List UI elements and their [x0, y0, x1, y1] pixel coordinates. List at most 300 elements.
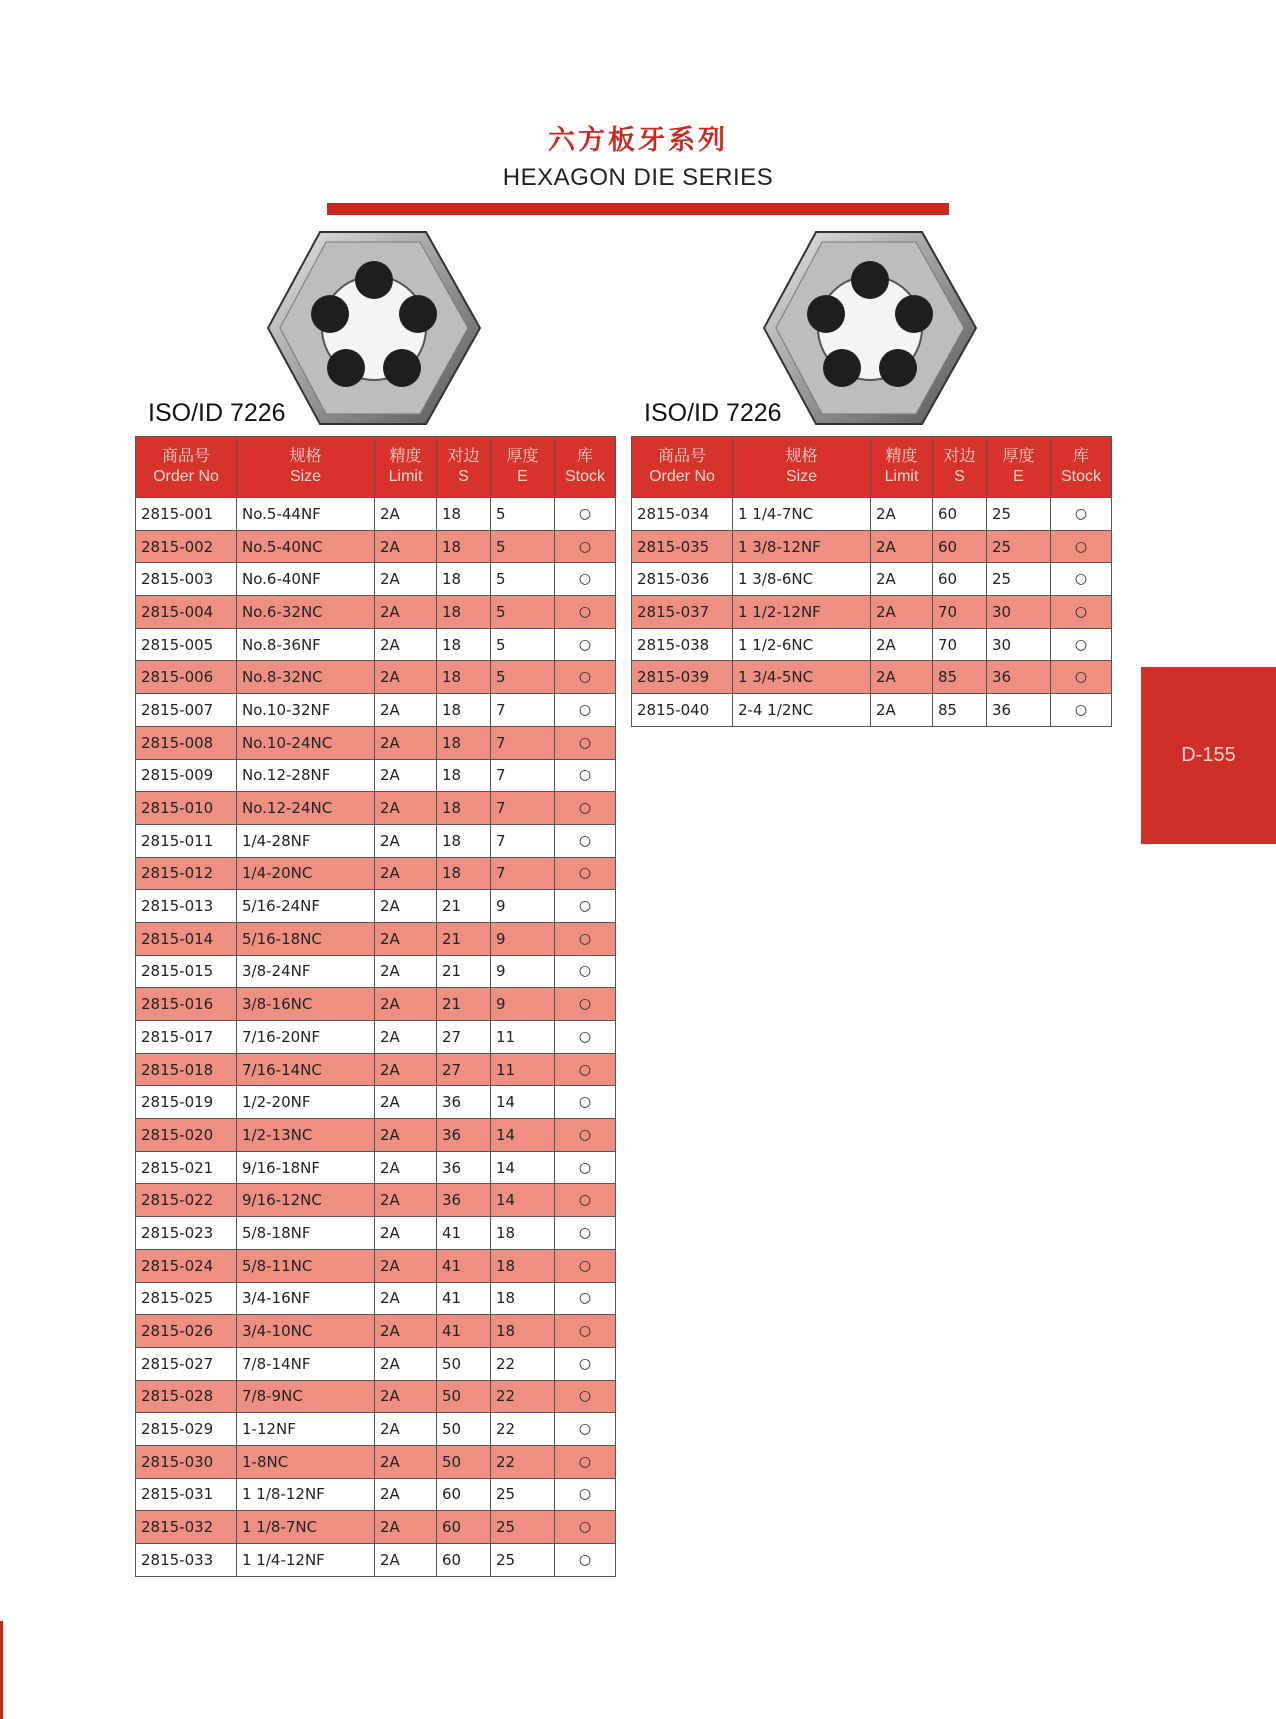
- table-row: [632, 596, 1112, 629]
- order-no-cell: 2815-024: [136, 1249, 237, 1282]
- s-cell: 60: [437, 1511, 491, 1544]
- s-cell: 41: [437, 1249, 491, 1282]
- table-row: [136, 628, 616, 661]
- table-row: [136, 661, 616, 694]
- table-row: [136, 1282, 616, 1315]
- stock-cell: ○: [555, 857, 616, 890]
- col-s: 对边 S: [933, 437, 987, 498]
- e-cell: 18: [491, 1315, 555, 1348]
- limit-cell: 2A: [375, 563, 437, 596]
- e-cell: 25: [491, 1544, 555, 1577]
- table-row: [136, 890, 616, 923]
- order-no-cell: 2815-011: [136, 824, 237, 857]
- size-cell: No.8-36NF: [237, 628, 375, 661]
- e-cell: 36: [987, 661, 1051, 694]
- stock-cell: ○: [555, 1478, 616, 1511]
- limit-cell: 2A: [871, 694, 933, 727]
- e-cell: 25: [987, 563, 1051, 596]
- table-row: [136, 530, 616, 563]
- s-cell: 18: [437, 628, 491, 661]
- limit-cell: 2A: [375, 1119, 437, 1152]
- stock-cell: ○: [555, 955, 616, 988]
- stock-cell: ○: [1051, 628, 1112, 661]
- limit-cell: 2A: [375, 890, 437, 923]
- size-cell: 1 1/4-7NC: [733, 498, 871, 531]
- order-no-cell: 2815-013: [136, 890, 237, 923]
- table-row: [136, 1151, 616, 1184]
- table-row: [136, 1086, 616, 1119]
- stock-cell: ○: [555, 1413, 616, 1446]
- table-row: [136, 1184, 616, 1217]
- table-row: [136, 922, 616, 955]
- s-cell: 50: [437, 1413, 491, 1446]
- stock-cell: ○: [555, 1249, 616, 1282]
- e-cell: 7: [491, 759, 555, 792]
- s-cell: 27: [437, 1053, 491, 1086]
- s-cell: 50: [437, 1347, 491, 1380]
- stock-cell: ○: [555, 759, 616, 792]
- s-cell: 21: [437, 988, 491, 1021]
- order-no-cell: 2815-022: [136, 1184, 237, 1217]
- size-cell: 1/2-20NF: [237, 1086, 375, 1119]
- s-cell: 36: [437, 1119, 491, 1152]
- order-no-cell: 2815-025: [136, 1282, 237, 1315]
- stock-cell: ○: [1051, 530, 1112, 563]
- size-cell: 1/4-20NC: [237, 857, 375, 890]
- table-row: [136, 1347, 616, 1380]
- e-cell: 11: [491, 1053, 555, 1086]
- order-no-cell: 2815-026: [136, 1315, 237, 1348]
- limit-cell: 2A: [375, 1249, 437, 1282]
- s-cell: 18: [437, 563, 491, 596]
- stock-cell: ○: [555, 1347, 616, 1380]
- table-row: [136, 1315, 616, 1348]
- order-no-cell: 2815-027: [136, 1347, 237, 1380]
- hexagon-die-image-left: [266, 228, 482, 428]
- table-row: [136, 1217, 616, 1250]
- table-row: [136, 792, 616, 825]
- s-cell: 60: [437, 1478, 491, 1511]
- order-no-cell: 2815-010: [136, 792, 237, 825]
- size-cell: 7/8-14NF: [237, 1347, 375, 1380]
- size-cell: 7/16-20NF: [237, 1021, 375, 1054]
- s-cell: 27: [437, 1021, 491, 1054]
- size-cell: 1/2-13NC: [237, 1119, 375, 1152]
- order-no-cell: 2815-018: [136, 1053, 237, 1086]
- limit-cell: 2A: [375, 1151, 437, 1184]
- stock-cell: ○: [555, 1086, 616, 1119]
- table-row: [632, 661, 1112, 694]
- stock-cell: ○: [555, 726, 616, 759]
- s-cell: 18: [437, 530, 491, 563]
- stock-cell: ○: [555, 1151, 616, 1184]
- s-cell: 85: [933, 661, 987, 694]
- s-cell: 21: [437, 922, 491, 955]
- e-cell: 14: [491, 1184, 555, 1217]
- stock-cell: ○: [555, 1053, 616, 1086]
- s-cell: 18: [437, 857, 491, 890]
- e-cell: 25: [491, 1511, 555, 1544]
- col-stock: 库 Stock: [1051, 437, 1112, 498]
- limit-cell: 2A: [375, 661, 437, 694]
- standard-label-right: ISO/ID 7226: [644, 399, 782, 427]
- order-no-cell: 2815-009: [136, 759, 237, 792]
- table-header-row: [632, 437, 1112, 498]
- e-cell: 30: [987, 628, 1051, 661]
- limit-cell: 2A: [375, 922, 437, 955]
- size-cell: 3/4-10NC: [237, 1315, 375, 1348]
- size-cell: 3/8-16NC: [237, 988, 375, 1021]
- limit-cell: 2A: [375, 1445, 437, 1478]
- size-cell: 1 1/8-12NF: [237, 1478, 375, 1511]
- size-cell: No.12-28NF: [237, 759, 375, 792]
- e-cell: 36: [987, 694, 1051, 727]
- e-cell: 5: [491, 596, 555, 629]
- limit-cell: 2A: [375, 955, 437, 988]
- s-cell: 36: [437, 1086, 491, 1119]
- table-row: [632, 498, 1112, 531]
- size-cell: 1 3/4-5NC: [733, 661, 871, 694]
- table-header-row: [136, 437, 616, 498]
- s-cell: 36: [437, 1184, 491, 1217]
- limit-cell: 2A: [375, 1478, 437, 1511]
- spec-table-left: [135, 436, 616, 1577]
- s-cell: 18: [437, 824, 491, 857]
- table-row: [136, 1249, 616, 1282]
- e-cell: 14: [491, 1086, 555, 1119]
- s-cell: 41: [437, 1217, 491, 1250]
- table-row: [136, 955, 616, 988]
- stock-cell: ○: [555, 1445, 616, 1478]
- e-cell: 22: [491, 1445, 555, 1478]
- s-cell: 60: [933, 530, 987, 563]
- limit-cell: 2A: [871, 628, 933, 661]
- order-no-cell: 2815-008: [136, 726, 237, 759]
- e-cell: 22: [491, 1413, 555, 1446]
- col-stock: 库 Stock: [555, 437, 616, 498]
- edge-marker: [0, 1621, 3, 1719]
- e-cell: 5: [491, 661, 555, 694]
- order-no-cell: 2815-035: [632, 530, 733, 563]
- e-cell: 18: [491, 1217, 555, 1250]
- size-cell: No.6-40NF: [237, 563, 375, 596]
- order-no-cell: 2815-038: [632, 628, 733, 661]
- table-row: [136, 1445, 616, 1478]
- size-cell: 9/16-18NF: [237, 1151, 375, 1184]
- s-cell: 70: [933, 596, 987, 629]
- col-order-no: 商品号 Order No: [136, 437, 237, 498]
- order-no-cell: 2815-037: [632, 596, 733, 629]
- table-row: [136, 824, 616, 857]
- stock-cell: ○: [555, 694, 616, 727]
- e-cell: 25: [987, 530, 1051, 563]
- limit-cell: 2A: [375, 596, 437, 629]
- limit-cell: 2A: [375, 1053, 437, 1086]
- table-row: [632, 530, 1112, 563]
- order-no-cell: 2815-028: [136, 1380, 237, 1413]
- table-row: [136, 1544, 616, 1577]
- limit-cell: 2A: [375, 1413, 437, 1446]
- order-no-cell: 2815-007: [136, 694, 237, 727]
- col-e: 厚度 E: [987, 437, 1051, 498]
- e-cell: 9: [491, 890, 555, 923]
- limit-cell: 2A: [375, 792, 437, 825]
- size-cell: 1 1/8-7NC: [237, 1511, 375, 1544]
- stock-cell: ○: [555, 922, 616, 955]
- table-row: [136, 726, 616, 759]
- limit-cell: 2A: [375, 1347, 437, 1380]
- s-cell: 60: [933, 563, 987, 596]
- size-cell: 3/4-16NF: [237, 1282, 375, 1315]
- table-row: [136, 1511, 616, 1544]
- limit-cell: 2A: [375, 1315, 437, 1348]
- e-cell: 25: [491, 1478, 555, 1511]
- e-cell: 9: [491, 922, 555, 955]
- limit-cell: 2A: [375, 988, 437, 1021]
- limit-cell: 2A: [375, 1021, 437, 1054]
- size-cell: 1 3/8-6NC: [733, 563, 871, 596]
- table-row: [136, 563, 616, 596]
- order-no-cell: 2815-005: [136, 628, 237, 661]
- order-no-cell: 2815-034: [632, 498, 733, 531]
- stock-cell: ○: [555, 1021, 616, 1054]
- order-no-cell: 2815-002: [136, 530, 237, 563]
- stock-cell: ○: [1051, 694, 1112, 727]
- s-cell: 18: [437, 596, 491, 629]
- s-cell: 21: [437, 955, 491, 988]
- size-cell: 7/16-14NC: [237, 1053, 375, 1086]
- size-cell: 5/8-18NF: [237, 1217, 375, 1250]
- s-cell: 36: [437, 1151, 491, 1184]
- table-row: [632, 628, 1112, 661]
- stock-cell: ○: [555, 498, 616, 531]
- s-cell: 60: [437, 1544, 491, 1577]
- e-cell: 22: [491, 1380, 555, 1413]
- table-row: [136, 1413, 616, 1446]
- spec-table-right: [631, 436, 1112, 727]
- size-cell: 5/16-24NF: [237, 890, 375, 923]
- s-cell: 18: [437, 498, 491, 531]
- limit-cell: 2A: [375, 530, 437, 563]
- size-cell: 5/16-18NC: [237, 922, 375, 955]
- stock-cell: ○: [1051, 498, 1112, 531]
- order-no-cell: 2815-006: [136, 661, 237, 694]
- stock-cell: ○: [555, 1380, 616, 1413]
- size-cell: No.12-24NC: [237, 792, 375, 825]
- s-cell: 85: [933, 694, 987, 727]
- size-cell: No.5-44NF: [237, 498, 375, 531]
- size-cell: 1/4-28NF: [237, 824, 375, 857]
- stock-cell: ○: [555, 890, 616, 923]
- s-cell: 21: [437, 890, 491, 923]
- page-title-english: HEXAGON DIE SERIES: [502, 164, 774, 191]
- order-no-cell: 2815-031: [136, 1478, 237, 1511]
- size-cell: 1 3/8-12NF: [733, 530, 871, 563]
- s-cell: 60: [933, 498, 987, 531]
- table-row: [136, 1021, 616, 1054]
- limit-cell: 2A: [375, 857, 437, 890]
- size-cell: 1-8NC: [237, 1445, 375, 1478]
- stock-cell: ○: [1051, 563, 1112, 596]
- size-cell: No.5-40NC: [237, 530, 375, 563]
- stock-cell: ○: [555, 1511, 616, 1544]
- size-cell: 9/16-12NC: [237, 1184, 375, 1217]
- size-cell: 7/8-9NC: [237, 1380, 375, 1413]
- s-cell: 50: [437, 1380, 491, 1413]
- order-no-cell: 2815-023: [136, 1217, 237, 1250]
- table-row: [136, 759, 616, 792]
- e-cell: 5: [491, 563, 555, 596]
- order-no-cell: 2815-021: [136, 1151, 237, 1184]
- stock-cell: ○: [555, 1544, 616, 1577]
- limit-cell: 2A: [375, 726, 437, 759]
- standard-label-left: ISO/ID 7226: [148, 399, 286, 427]
- stock-cell: ○: [555, 1315, 616, 1348]
- order-no-cell: 2815-030: [136, 1445, 237, 1478]
- table-row: [136, 988, 616, 1021]
- order-no-cell: 2815-017: [136, 1021, 237, 1054]
- order-no-cell: 2815-012: [136, 857, 237, 890]
- limit-cell: 2A: [375, 498, 437, 531]
- limit-cell: 2A: [375, 1217, 437, 1250]
- e-cell: 11: [491, 1021, 555, 1054]
- s-cell: 41: [437, 1282, 491, 1315]
- size-cell: No.10-24NC: [237, 726, 375, 759]
- order-no-cell: 2815-004: [136, 596, 237, 629]
- limit-cell: 2A: [871, 661, 933, 694]
- order-no-cell: 2815-040: [632, 694, 733, 727]
- table-row: [136, 1478, 616, 1511]
- order-no-cell: 2815-015: [136, 955, 237, 988]
- limit-cell: 2A: [375, 628, 437, 661]
- stock-cell: ○: [555, 1282, 616, 1315]
- e-cell: 5: [491, 498, 555, 531]
- order-no-cell: 2815-039: [632, 661, 733, 694]
- order-no-cell: 2815-029: [136, 1413, 237, 1446]
- e-cell: 22: [491, 1347, 555, 1380]
- s-cell: 41: [437, 1315, 491, 1348]
- col-size: 规格 Size: [237, 437, 375, 498]
- limit-cell: 2A: [375, 1086, 437, 1119]
- table-row: [136, 1380, 616, 1413]
- s-cell: 18: [437, 694, 491, 727]
- stock-cell: ○: [555, 661, 616, 694]
- e-cell: 30: [987, 596, 1051, 629]
- order-no-cell: 2815-014: [136, 922, 237, 955]
- page-title-chinese: 六方板牙系列: [548, 125, 728, 156]
- e-cell: 18: [491, 1249, 555, 1282]
- title-underline-bar: [327, 203, 949, 215]
- col-s: 对边 S: [437, 437, 491, 498]
- size-cell: 5/8-11NC: [237, 1249, 375, 1282]
- table-row: [136, 694, 616, 727]
- e-cell: 9: [491, 988, 555, 1021]
- order-no-cell: 2815-016: [136, 988, 237, 1021]
- table-row: [632, 563, 1112, 596]
- col-e: 厚度 E: [491, 437, 555, 498]
- stock-cell: ○: [555, 1217, 616, 1250]
- stock-cell: ○: [555, 628, 616, 661]
- col-size: 规格 Size: [733, 437, 871, 498]
- size-cell: 3/8-24NF: [237, 955, 375, 988]
- s-cell: 18: [437, 661, 491, 694]
- limit-cell: 2A: [375, 1511, 437, 1544]
- e-cell: 5: [491, 628, 555, 661]
- stock-cell: ○: [1051, 661, 1112, 694]
- page-number-tab: D-155: [1141, 667, 1276, 844]
- table-row: [632, 694, 1112, 727]
- table-row: [136, 596, 616, 629]
- e-cell: 25: [987, 498, 1051, 531]
- stock-cell: ○: [555, 1119, 616, 1152]
- size-cell: 1 1/4-12NF: [237, 1544, 375, 1577]
- table-row: [136, 498, 616, 531]
- size-cell: 1-12NF: [237, 1413, 375, 1446]
- stock-cell: ○: [555, 596, 616, 629]
- s-cell: 18: [437, 792, 491, 825]
- e-cell: 18: [491, 1282, 555, 1315]
- limit-cell: 2A: [871, 498, 933, 531]
- stock-cell: ○: [555, 988, 616, 1021]
- limit-cell: 2A: [375, 694, 437, 727]
- s-cell: 50: [437, 1445, 491, 1478]
- s-cell: 18: [437, 726, 491, 759]
- stock-cell: ○: [555, 563, 616, 596]
- hexagon-die-image-right: [762, 228, 978, 428]
- table-row: [136, 857, 616, 890]
- limit-cell: 2A: [871, 596, 933, 629]
- s-cell: 18: [437, 759, 491, 792]
- e-cell: 7: [491, 857, 555, 890]
- size-cell: 1 1/2-12NF: [733, 596, 871, 629]
- limit-cell: 2A: [375, 1544, 437, 1577]
- size-cell: 2-4 1/2NC: [733, 694, 871, 727]
- order-no-cell: 2815-033: [136, 1544, 237, 1577]
- table-row: [136, 1053, 616, 1086]
- e-cell: 14: [491, 1119, 555, 1152]
- stock-cell: ○: [555, 530, 616, 563]
- e-cell: 7: [491, 792, 555, 825]
- stock-cell: ○: [1051, 596, 1112, 629]
- e-cell: 14: [491, 1151, 555, 1184]
- order-no-cell: 2815-019: [136, 1086, 237, 1119]
- order-no-cell: 2815-020: [136, 1119, 237, 1152]
- stock-cell: ○: [555, 824, 616, 857]
- limit-cell: 2A: [375, 824, 437, 857]
- limit-cell: 2A: [871, 530, 933, 563]
- order-no-cell: 2815-003: [136, 563, 237, 596]
- e-cell: 9: [491, 955, 555, 988]
- size-cell: No.6-32NC: [237, 596, 375, 629]
- limit-cell: 2A: [375, 1184, 437, 1217]
- order-no-cell: 2815-036: [632, 563, 733, 596]
- limit-cell: 2A: [375, 759, 437, 792]
- order-no-cell: 2815-001: [136, 498, 237, 531]
- e-cell: 7: [491, 824, 555, 857]
- limit-cell: 2A: [375, 1380, 437, 1413]
- table-row: [136, 1119, 616, 1152]
- stock-cell: ○: [555, 792, 616, 825]
- e-cell: 7: [491, 726, 555, 759]
- col-limit: 精度 Limit: [871, 437, 933, 498]
- stock-cell: ○: [555, 1184, 616, 1217]
- s-cell: 70: [933, 628, 987, 661]
- limit-cell: 2A: [375, 1282, 437, 1315]
- e-cell: 7: [491, 694, 555, 727]
- size-cell: 1 1/2-6NC: [733, 628, 871, 661]
- size-cell: No.8-32NC: [237, 661, 375, 694]
- col-limit: 精度 Limit: [375, 437, 437, 498]
